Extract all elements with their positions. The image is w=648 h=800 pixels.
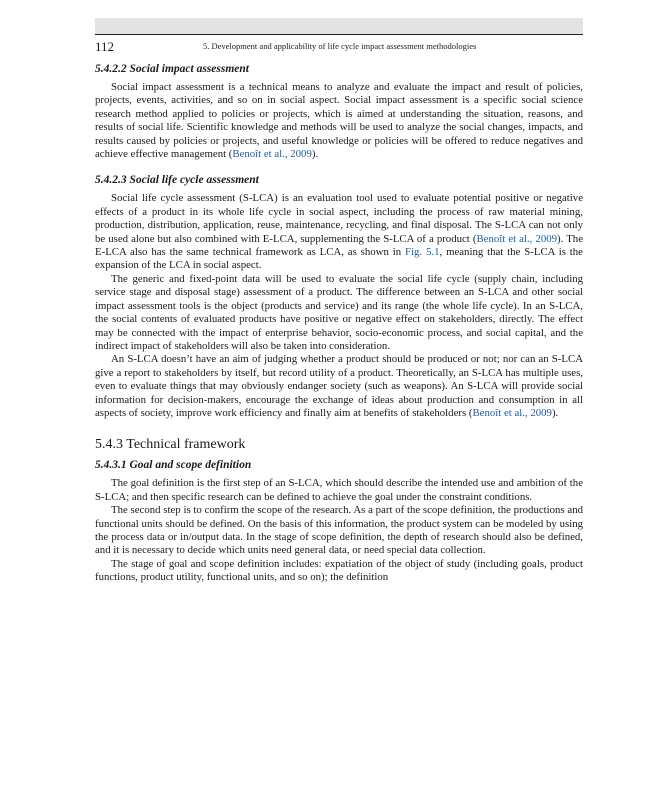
paragraph: Social impact assessment is a technical means to analyze and evaluate the impact and result of policies, projects, events, activities, and so on in social aspect. Social impact assessment is a specific social science research method applied to policies or projects, which is aimed at understanding the situation, reasons, and results of social life. Scientific knowledge and methods will be used to analyze the social changes, impacts, and results caused by policies or projects, and useful knowledge or policies will be offered to reduce negatives and achieve effective management (Benoît et al., 2009). (95, 81, 583, 161)
heading-social-impact-assessment: 5.4.2.2 Social impact assessment (95, 63, 249, 75)
top-band (95, 18, 583, 34)
chapter-title: 5. Development and applicability of life cycle impact assessment methodologies (203, 41, 477, 51)
paragraph: The goal definition is the first step of an S-LCA, which should describe the intended use and ambition of the S-LCA; and then specific research can be defined to achieve the goal under the constraint conditions. (95, 477, 583, 503)
running-head (95, 34, 583, 57)
heading-social-life-cycle-assessment: 5.4.2.3 Social life cycle assessment (95, 174, 259, 187)
paragraph: The second step is to confirm the scope of the research. As a part of the scope definition, the productions and functional units should be defined. On the basis of this information, the product system can be modeled by using the process data or in/output data. In the stage of scope definition, the depth of research should also be defined, and it is necessary to decide which units need general data, or need special data collection. (95, 504, 583, 557)
paragraph: Social life cycle assessment (S-LCA) is an evaluation tool used to evaluate potential positive or negative effects of a product in its whole life cycle in social aspect, including the process of raw material mining, production, distribution, application, reuse, maintenance, recycling, and final disposal. The S-LCA can not only be used alone but also combined with E-LCA, supplementing the S-LCA of a product (Benoît et al., 2009). The E-LCA also has the same technical framework as LCA, as shown in Fig. 5.1, meaning that the S-LCA is the expansion of the LCA in social aspect. (95, 192, 583, 272)
page-number: 112 (95, 39, 115, 54)
figure-link[interactable]: Fig. 5.1 (405, 246, 440, 259)
citation-link[interactable]: Benoît et al., 2009 (476, 232, 558, 245)
heading-technical-framework: 5.4.3 Technical framework (95, 437, 246, 453)
paragraph: The generic and fixed-point data will be used to evaluate the social life cycle (supply chain, including service stage and disposal stage) assessment of a product. The difference between an S-LCA and other social impact assessment tools is the object (products and service) and its range (the whole life cycle). In an S-LCA, the social contents of evaluated products have positive or negative effect on stakeholders, directly. The effect may be connected with the impact of enterprise behavior, socio-economic process, and social capital, and the indirect impact of stakeholders will also be taken into consideration. (95, 272, 583, 352)
body-content (95, 62, 583, 585)
paragraph: An S-LCA doesn’t have an aim of judging whether a product should be produced or not; nor can an S-LCA give a report to stakeholders by itself, but record utility of a product. Theoretically, an S-LCA has multiple uses, even to evaluate things that may obviously endanger society (such as weapons). An S-LCA will provide social information for decision-makers, encourage the exchange of ideas about production and consumption in all aspects of society, improve work efficiency and finally aim at benefits of stakeholders (Benoît et al., 2009). (95, 353, 583, 419)
citation-link[interactable]: Benoît et al., 2009 (232, 148, 312, 161)
heading-goal-and-scope-definition: 5.4.3.1 Goal and scope definition (95, 459, 252, 472)
paragraph: The stage of goal and scope definition includes: expatiation of the object of study (including goals, product functions, product utility, functional units, and so on); the definition (95, 557, 583, 584)
citation-link[interactable]: Benoît et al., 2009 (472, 406, 552, 419)
